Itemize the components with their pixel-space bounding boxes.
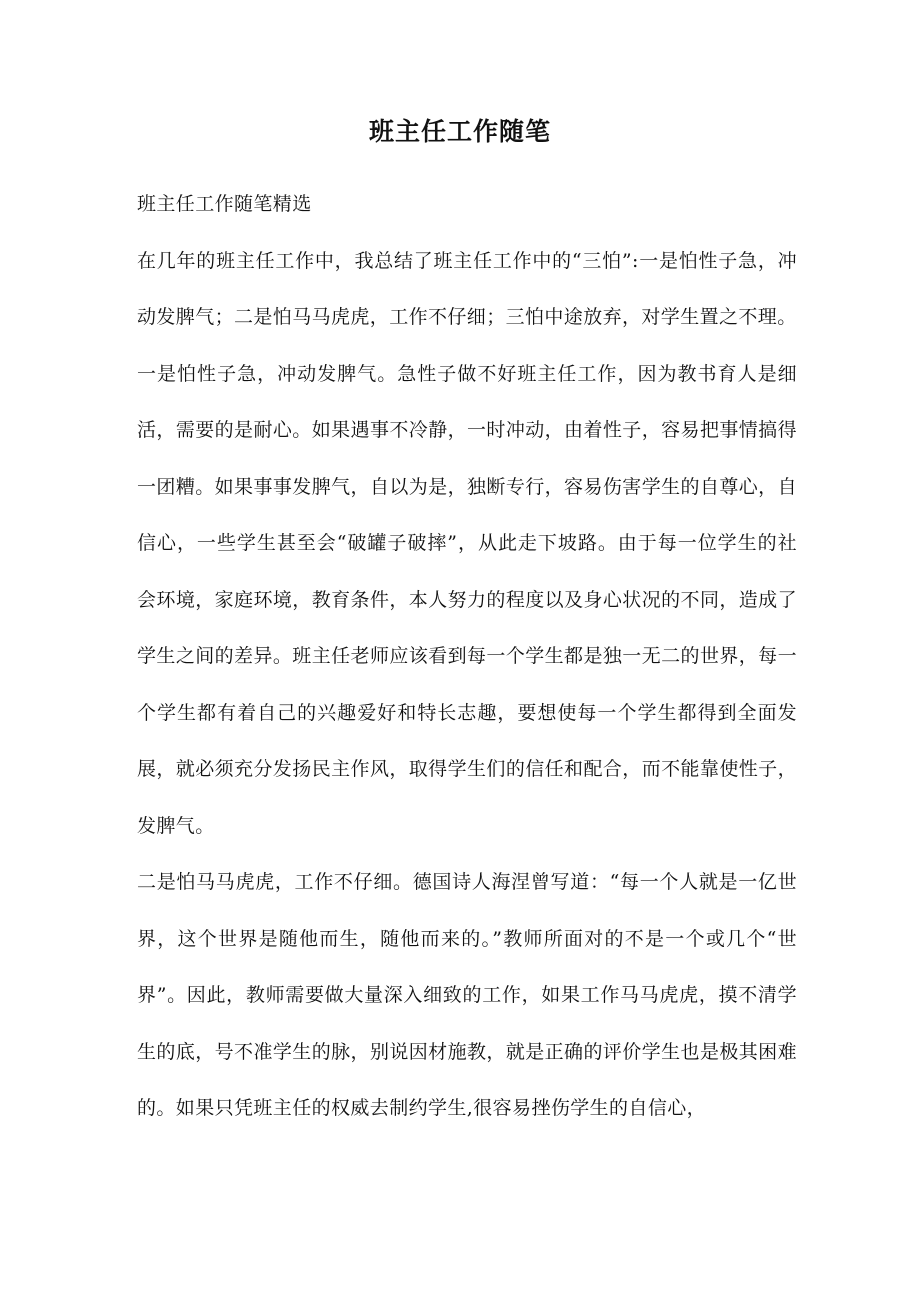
intro-paragraph: 在几年的班主任工作中，我总结了班主任工作中的“三怕”:一是怕性子急，冲动发脾气；二是怕马马虎虎，工作不仔细；三怕中途放弃，对学生置之不理。	[137, 249, 797, 328]
document-title: 班主任工作随笔	[368, 117, 551, 146]
first-fear-paragraph: 一是怕性子急，冲动发脾气。急性子做不好班主任工作，因为教书育人是细活，需要的是耐心。如果遇事不冷静，一时冲动，由着性子，容易把事情搞得一团糟。如果事事发脾气，自以为是，独断专行，容易伤害学生的自尊心，自信心，一些学生甚至会“破罐子破摔”，从此走下坡路。由于每一位学生的社会环境，家庭环境，教育条件，本人努力的程度以及身心状况的不同，造成了学生之间的差异。班主任老师应该看到每一个学生都是独一无二的世界，每一个学生都有着自己的兴趣爱好和特长志趣，要想使每一个学生都得到全面发展，就必须充分发扬民主作风，取得学生们的信任和配合，而不能靠使性子，发脾气。	[137, 362, 797, 837]
second-fear-paragraph: 二是怕马马虎虎，工作不仔细。德国诗人海涅曾写道：“每一个人就是一亿世界，这个世界是随他而生，随他而来的。”教师所面对的不是一个或几个“世界”。因此，教师需要做大量深入细致的工作，如果工作马马虎虎，摸不清学生的底，号不准学生的脉，别说因材施教，就是正确的评价学生也是极其困难的。如果只凭班主任的权威去制约学生,很容易挫伤学生的自信心，	[137, 871, 797, 1119]
document-body	[137, 176, 797, 1137]
subtitle-paragraph: 班主任工作随笔精选	[137, 193, 312, 215]
